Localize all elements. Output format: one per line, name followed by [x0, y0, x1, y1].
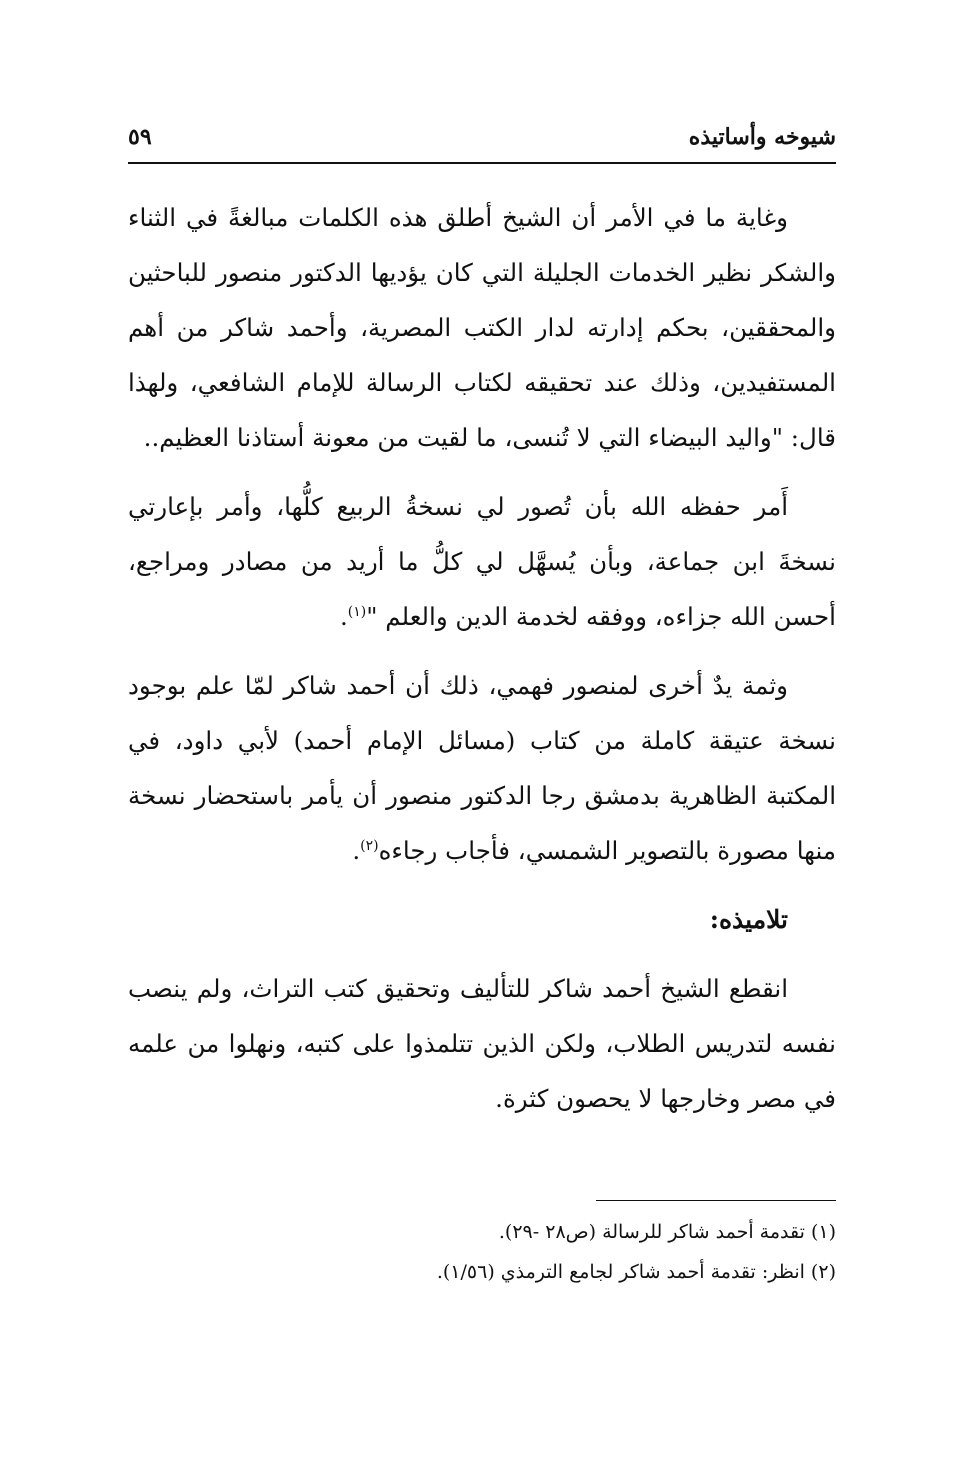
paragraph: [128, 190, 836, 465]
paragraph: [128, 658, 836, 878]
footnote: (١) تقدمة أحمد شاكر للرسالة (ص٢٨ -٢٩).: [498, 1221, 836, 1243]
page-number: ٥٩: [128, 124, 152, 150]
running-title: شيوخه وأساتيذه: [688, 124, 836, 150]
paragraph-end: .: [352, 836, 361, 865]
footnote-divider: [596, 1200, 836, 1201]
paragraph-text: وغاية ما في الأمر أن الشيخ أطلق هذه الكلمات مبالغةً في الثناء والشكر نظير الخدمات الجليلة التي كان يؤديها الدكتور منصور للباحثين والمحققين، بحكم إدارته لدار الكتب المصرية، وأحمد شاكر من أهم المستفيدين، وذلك عند تحقيقه لكتاب الرسالة للإمام الشافعي، ولهذا قال: "واليد البيضاء التي لا تُنسى، ما لقيت من معونة أستاذنا العظيم..: [128, 203, 836, 452]
paragraph-text: انقطع الشيخ أحمد شاكر للتأليف وتحقيق كتب التراث، ولم ينصب نفسه لتدريس الطلاب، ولكن الذين تتلمذوا على كتبه، ونهلوا من علمه في مصر وخارجها لا يحصون كثرة.: [128, 974, 836, 1113]
paragraph: [128, 961, 836, 1126]
section-heading: تلاميذه:: [709, 905, 788, 934]
footnote-marker[interactable]: (١): [347, 603, 367, 620]
footnotes: [128, 1212, 836, 1292]
paragraph-end: .: [339, 602, 348, 631]
footnote-marker[interactable]: (٢): [360, 837, 379, 854]
footnote: (٢) انظر: تقدمة أحمد شاكر لجامع الترمذي (١/٥٦).: [436, 1261, 836, 1283]
body-text: [128, 190, 836, 1140]
paragraph: [128, 479, 836, 644]
paragraph-text: أَمر حفظه الله بأن تُصور لي نسخةُ الربيع كلُّها، وأمر بإعارتي نسخةَ ابن جماعة، وبأن يُسهَّل لي كلُّ ما أريد من مصادر ومراجع، أحسن الله جزاءه، ووفقه لخدمة الدين والعلم ": [128, 492, 836, 631]
paragraph-text: وثمة يدٌ أخرى لمنصور فهمي، ذلك أن أحمد شاكر لمّا علم بوجود نسخة عتيقة كاملة من كتاب (مسائل الإمام أحمد) لأبي داود، في المكتبة الظاهرية بدمشق رجا الدكتور منصور أن يأمر باستحضار نسخة منها مصورة بالتصوير الشمسي، فأجاب رجاءه: [128, 671, 836, 865]
page-header: [128, 118, 836, 164]
